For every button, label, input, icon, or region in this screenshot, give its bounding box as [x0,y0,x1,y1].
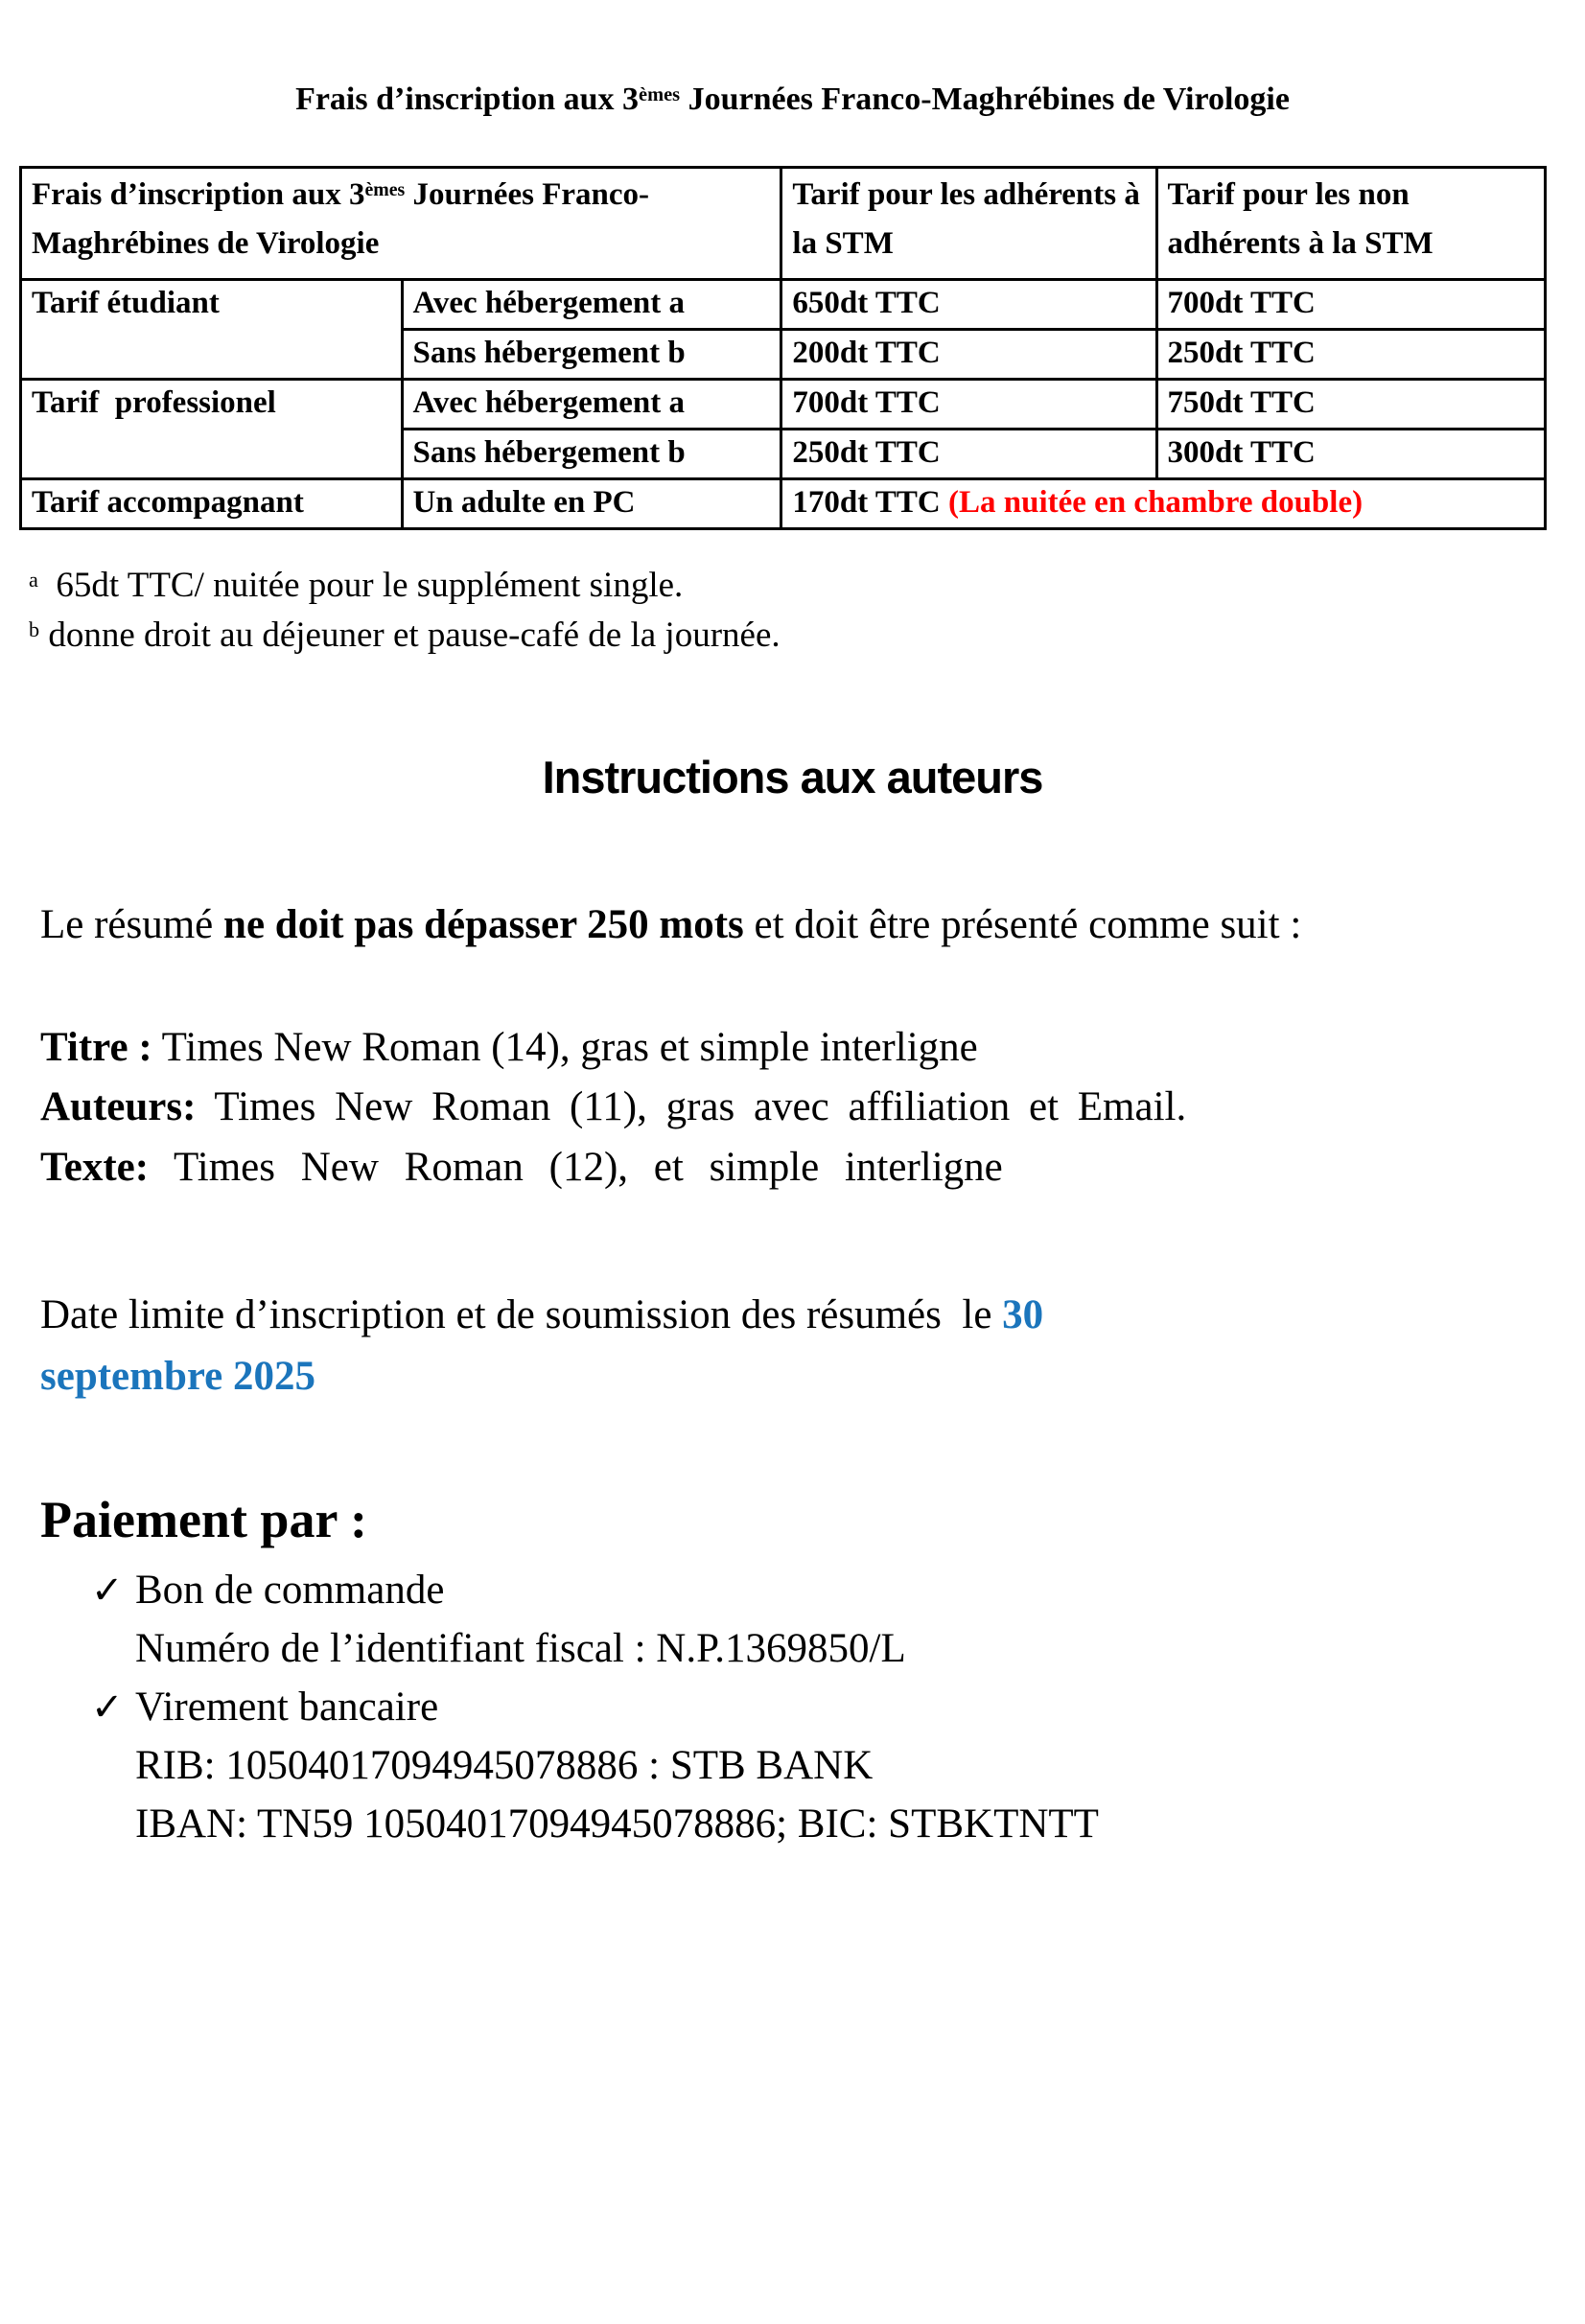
cell-price: 700dt TTC [1156,280,1545,330]
footnote-a-text: 65dt TTC/ nuitée pour le supplément single. [37,565,684,605]
table-row [21,280,1546,330]
resume-pre: Le résumé [40,902,224,948]
cell-price: 250dt TTC [781,429,1156,478]
checkmark-icon: ✓ [91,1685,124,1729]
cell-price: 200dt TTC [781,330,1156,380]
page-title-main: Frais d’inscription aux 3 [295,81,640,117]
deadline-date-month-year: septembre 2025 [40,1354,316,1400]
texte-label: Texte: [40,1145,150,1191]
price-red-note: (La nuitée en chambre double) [948,484,1364,520]
auteurs-label: Auteurs: [40,1084,197,1130]
footnote-a [29,561,1547,611]
deadline-pre: Date limite d’inscription et de soumission des résumés le [40,1291,1003,1337]
cell-price: 650dt TTC [781,280,1156,330]
footnote-b-marker: b [29,616,40,641]
list-item [91,1561,1585,1678]
price-value: 170dt TTC [792,484,949,520]
footnote-a-marker: a [29,567,38,592]
footnote-b [29,611,1547,661]
cell-price: 300dt TTC [1156,429,1545,478]
format-block [40,1018,1539,1198]
cell-avec-hebergement: Avec hébergement a [402,280,781,330]
table-row [21,478,1546,528]
page-title-rest: Journées Franco-Maghrébines de Virologie [680,81,1290,117]
titre-text: Times New Roman (14), gras et simple interligne [152,1024,978,1070]
payment-item-label: Bon de commande [135,1567,445,1613]
deadline-paragraph [40,1285,1539,1408]
cell-avec-hebergement: Avec hébergement a [402,380,781,430]
cell-sans-hebergement: Sans hébergement b [402,330,781,380]
format-line-texte [40,1138,1539,1198]
table-row [21,380,1546,430]
payment-item-label: Virement bancaire [135,1684,439,1730]
header-cell-adherents: Tarif pour les adhérents à la STM [781,168,1156,280]
cell-price-accompagnant [781,478,1546,528]
header-title-main: Frais d’inscription aux 3 [32,177,365,212]
cell-price: 700dt TTC [781,380,1156,430]
resume-paragraph [40,895,1539,955]
resume-bold: ne doit pas dépasser 250 mots [223,902,744,948]
cell-price: 750dt TTC [1156,380,1545,430]
format-line-titre [40,1018,1539,1079]
header-cell-title [21,168,781,280]
list-item [91,1678,1585,1853]
cell-tarif-professionel: Tarif professionel [21,380,403,479]
page-title [19,81,1566,118]
header-title-rest: Journées Franco-Maghrébines de Virologie [32,177,649,262]
header-title-superscript: èmes [364,179,406,201]
deadline-date-day: 30 [1002,1291,1044,1337]
texte-text: Times New Roman (12), et simple interligne [149,1145,1003,1191]
cell-sans-hebergement: Sans hébergement b [402,429,781,478]
cell-tarif-etudiant: Tarif étudiant [21,280,403,380]
footnote-b-text: donne droit au déjeuner et pause-café de la journée. [39,615,781,655]
checkmark-icon: ✓ [91,1568,124,1612]
payment-list [91,1561,1585,1853]
fees-table [19,166,1547,530]
resume-post: et doit être présenté comme suit : [743,902,1302,948]
payment-subline: IBAN: TN59 10504017094945078886; BIC: STBKTNTT [135,1801,1099,1848]
cell-price: 250dt TTC [1156,330,1545,380]
payment-heading: Paiement par : [40,1490,367,1548]
instructions-heading: Instructions aux auteurs [542,752,1043,803]
auteurs-text: Times New Roman (11), gras avec affiliation et Email. [196,1084,1187,1130]
document-page [0,81,1585,1853]
cell-tarif-accompagnant: Tarif accompagnant [21,478,403,528]
page-title-superscript: èmes [639,83,681,105]
format-line-auteurs [40,1078,1539,1138]
payment-subline: RIB: 10504017094945078886 : STB BANK [135,1742,874,1788]
payment-subline: Numéro de l’identifiant fiscal : N.P.1369850/L [135,1625,906,1671]
titre-label: Titre : [40,1024,152,1070]
header-cell-non-adherents: Tarif pour les non adhérents à la STM [1156,168,1545,280]
table-header-row [21,168,1546,280]
table-footnotes [29,561,1547,661]
cell-adulte-pc: Un adulte en PC [402,478,781,528]
